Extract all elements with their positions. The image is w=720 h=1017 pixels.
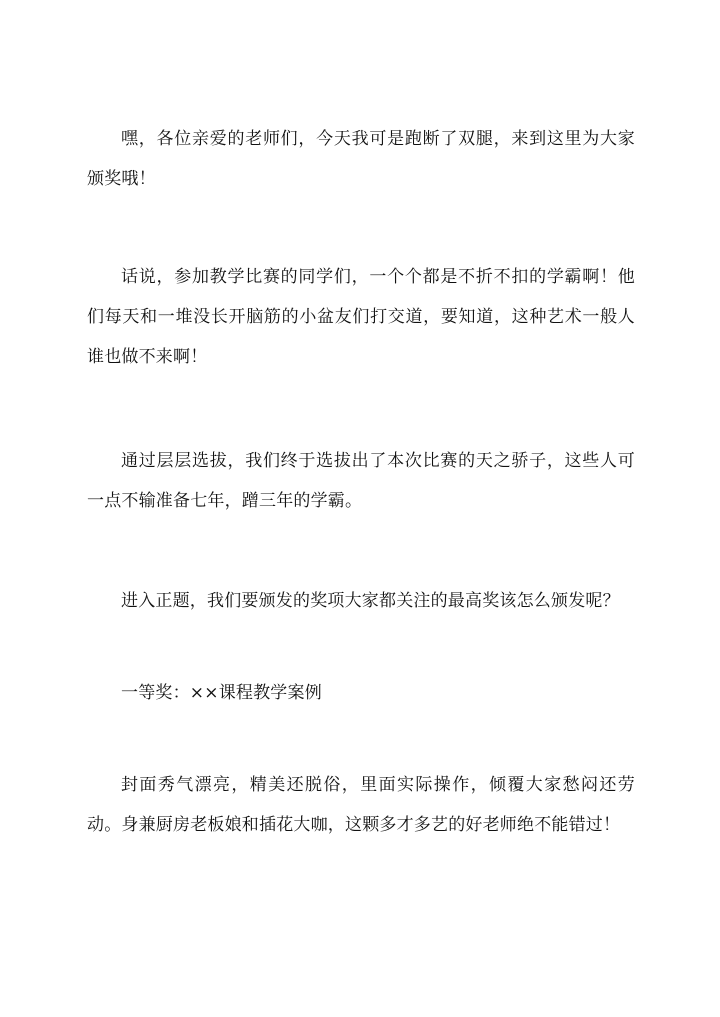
paragraph-selection: 通过层层选拔，我们终于选拔出了本次比赛的天之骄子，这些人可一点不输准备七年，蹭三年的学霸。: [87, 451, 635, 511]
paragraph-first-prize: 一等奖：××课程教学案例: [121, 683, 322, 703]
paragraph-winner-description: 封面秀气漂亮，精美还脱俗，里面实际操作，倾覆大家愁闷还劳动。身兼厨房老板娘和插花大咖，这颗多才多艺的好老师绝不能错过！: [87, 775, 635, 835]
paragraph-contestants: 话说，参加教学比赛的同学们，一个个都是不折不扣的学霸啊！他们每天和一堆没长开脑筋的小盆友们打交道，要知道，这种艺术一般人谁也做不来啊！: [87, 267, 635, 367]
paragraph-main-topic: 进入正题，我们要颁发的奖项大家都关注的最高奖该怎么颁发呢？: [121, 591, 620, 611]
paragraph-greeting: 嘿，各位亲爱的老师们，今天我可是跑断了双腿，来到这里为大家颁奖哦！: [87, 129, 635, 189]
